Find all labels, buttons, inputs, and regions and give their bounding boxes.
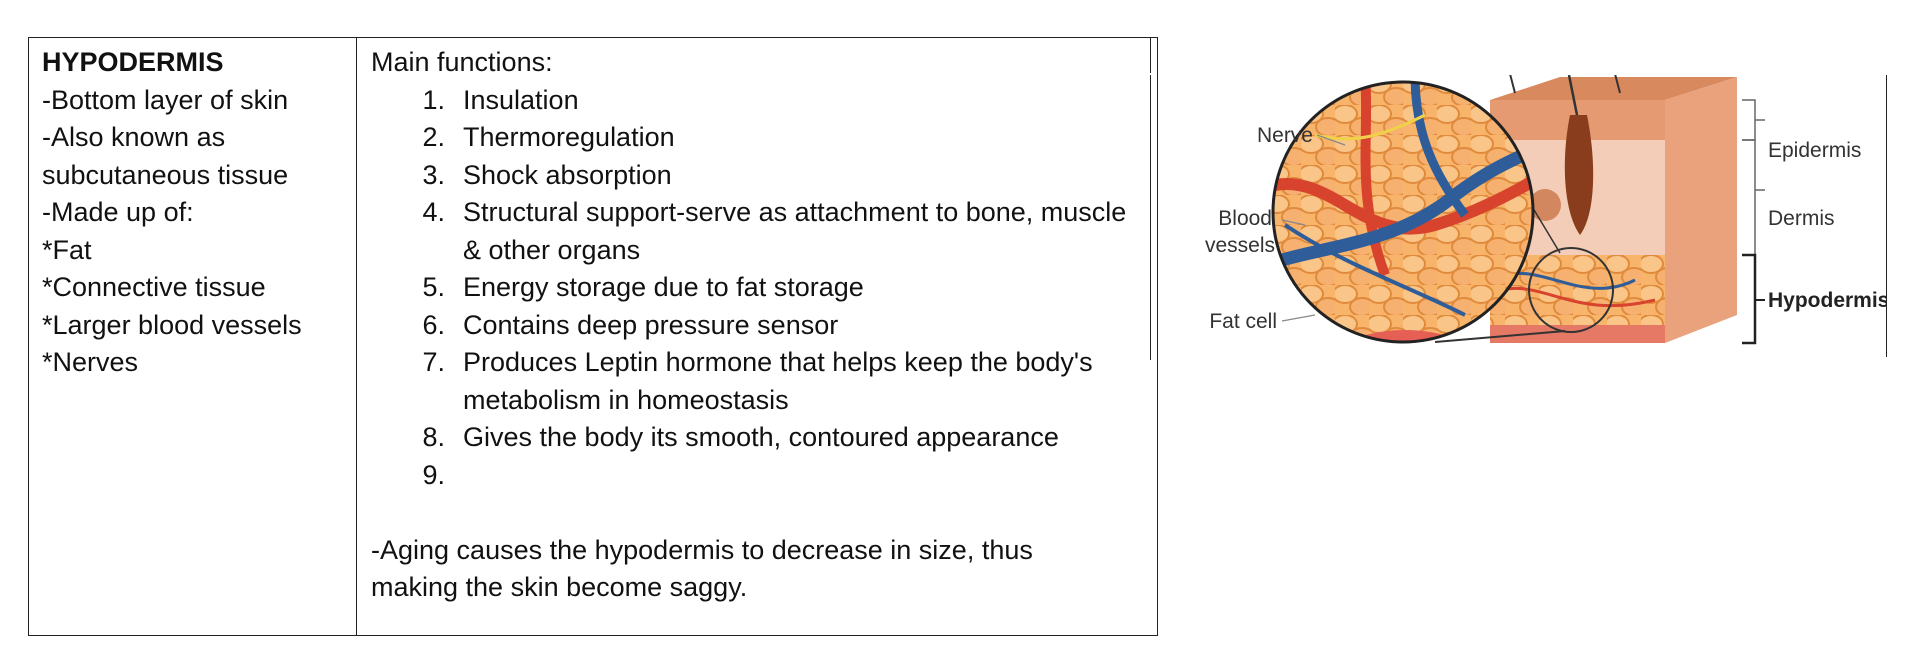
label-dermis: Dermis: [1768, 207, 1835, 230]
label-epidermis: Epidermis: [1768, 139, 1862, 162]
item-text: Energy storage due to fat storage: [463, 272, 864, 302]
list-item: [371, 157, 1143, 195]
left-line: *Larger blood vessels: [42, 309, 302, 340]
item-text: Shock absorption: [463, 159, 672, 190]
left-line: *Nerves: [42, 347, 139, 377]
functions-list: [371, 82, 1143, 495]
list-item: [371, 194, 1143, 269]
item-text: [463, 457, 1143, 495]
list-item: [371, 269, 1143, 307]
list-item: [371, 419, 1143, 457]
label-fat-cell: Fat cell: [1209, 310, 1277, 333]
list-item: [371, 344, 1143, 419]
item-text: Gives the body its smooth, contoured appearance: [463, 422, 1059, 452]
layer-brackets: [1742, 100, 1765, 255]
label-hypodermis: Hypodermis: [1768, 289, 1887, 312]
hypodermis-bracket: [1742, 255, 1755, 343]
label-nerve: Nerve: [1256, 124, 1313, 147]
skin-diagram: [1165, 75, 1887, 367]
left-line: *Fat: [42, 234, 92, 265]
hypodermis-heading: HYPODERMIS: [42, 47, 224, 77]
list-item: [371, 457, 1143, 495]
skin-illustration: [1165, 75, 1887, 367]
spacer: [371, 494, 1143, 532]
item-number: 6.: [422, 309, 445, 340]
item-number: 4.: [422, 197, 445, 227]
left-line: -Also known as: [42, 122, 226, 152]
item-text: Structural support-serve as attachment to bone, muscle & other organs: [463, 197, 1127, 265]
item-text: Produces Leptin hormone that helps keep the body's metabolism in homeostasis: [463, 347, 1093, 415]
info-table: [28, 37, 1158, 636]
item-text: Thermoregulation: [463, 122, 675, 152]
left-line: -Made up of:: [42, 197, 194, 227]
cell-edge-line: [1150, 75, 1151, 360]
item-number: 3.: [422, 159, 445, 190]
list-item: [371, 82, 1143, 120]
cell-edge-line: [1150, 37, 1151, 73]
item-number: 5.: [422, 272, 445, 302]
item-number: 7.: [422, 347, 445, 377]
functions-heading: Main functions:: [371, 47, 553, 77]
left-line: *Connective tissue: [42, 272, 266, 302]
label-vessels: vessels: [1204, 234, 1275, 257]
right-column: [357, 38, 1157, 635]
item-number: 8.: [422, 422, 445, 452]
item-text: Contains deep pressure sensor: [463, 309, 839, 340]
item-text: Insulation: [463, 84, 579, 115]
list-item: [371, 119, 1143, 157]
item-number: 9.: [422, 459, 445, 490]
list-item: [371, 307, 1143, 345]
left-line: -Bottom layer of skin: [42, 84, 289, 115]
item-number: 2.: [422, 122, 445, 152]
aging-note: -Aging causes the hypodermis to decrease in size, thus: [371, 534, 1033, 565]
left-column: [29, 38, 357, 635]
aging-note: making the skin become saggy.: [371, 572, 748, 602]
label-blood: Blood: [1218, 207, 1272, 230]
left-line: subcutaneous tissue: [42, 159, 289, 190]
item-number: 1.: [422, 84, 445, 115]
